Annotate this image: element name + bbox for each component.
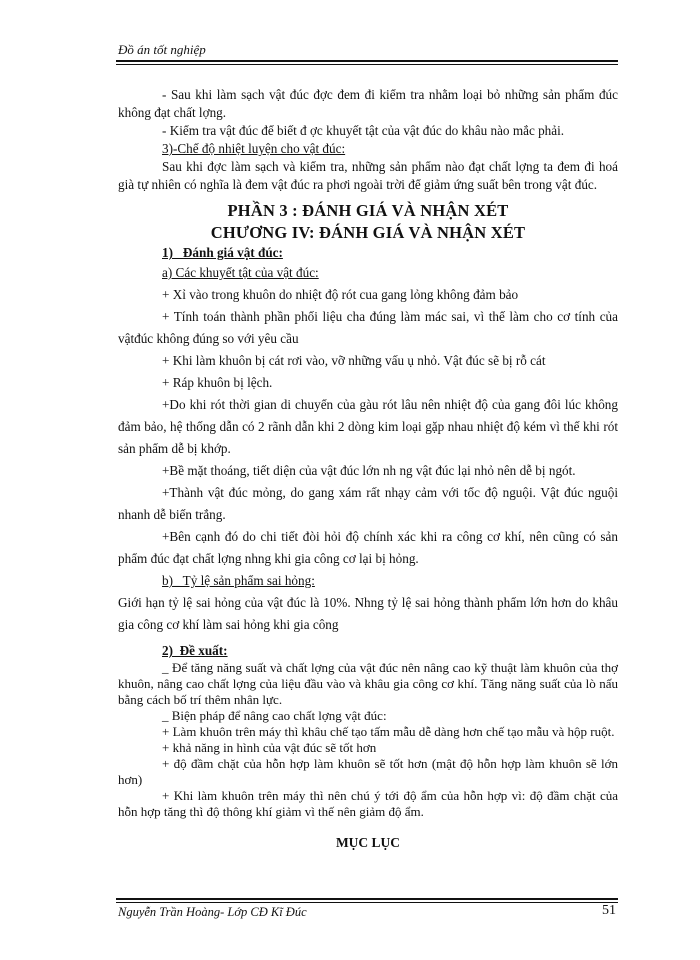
list-item: +Bề mặt thoáng, tiết diện của vật đúc lớn nh ng vật đúc lại nhỏ nên dễ bị ngót.	[162, 463, 576, 478]
paragraph: - Sau khi làm sạch vật đúc đợc đem đi kiểm tra nhằm loại bỏ những sản phẩm đúc không đạt chất lợng.	[118, 87, 618, 120]
list-item: + Tính toán thành phần phối liệu cha đúng làm mác sai, vì thế làm cho cơ tính của vậtđúc không đúng so với yêu cầu	[118, 309, 618, 346]
page-number: 51	[602, 903, 616, 918]
subsection-title-text: b)_ Tỷ lệ sản phẩm sai hỏng:	[162, 573, 315, 588]
document-body	[118, 86, 618, 852]
paragraph: _ Để tăng năng suất và chất lợng của vật đúc nên nâng cao kỹ thuật làm khuôn của thợ khuôn, nâng cao chất lợng của liệu đầu vào và khâu gia công cơ khí. Tăng năng suất của lò nấu bằng cách bố trí thêm nhân lực.	[118, 660, 618, 707]
header-rule-thin	[116, 64, 618, 65]
footer-rule-thin	[116, 902, 618, 903]
list-item: + Xỉ vào trong khuôn do nhiệt độ rót cua gang lỏng không đảm bảo	[162, 287, 519, 302]
list-item: +Thành vật đúc mỏng, do gang xám rất nhạy cảm với tốc độ nguội. Vật đúc nguội nhanh dễ biến trắng.	[118, 485, 618, 522]
list-item: +Bên cạnh đó do chi tiết đòi hỏi độ chính xác khi ra công cơ khí, nên cũng có sản phẩm đúc đạt chất lợng nhng khi gia công cơ lại bị hỏng.	[118, 529, 618, 566]
footer-rule	[116, 898, 618, 900]
subsection-title	[118, 140, 618, 158]
subsection-title	[118, 262, 618, 284]
proposal-section	[118, 660, 618, 820]
subsection-title-text: a) Các khuyết tật của vật đúc:	[162, 265, 319, 280]
section-title: 1)_ Đánh giá vật đúc:	[162, 245, 283, 260]
section-title: 2)_Đề xuất:	[162, 643, 228, 658]
header-rule	[116, 60, 618, 62]
list-item: + Khi làm khuôn trên máy thì nên chú ý tới độ ẩm của hỗn hợp vì: độ đầm chặt của hỗn hợp tăng thì độ thông khí giảm vì thế nên giảm độ ẩm.	[118, 788, 618, 819]
subsection-title-text: 3)-Chế độ nhiệt luyện cho vật đúc:	[162, 141, 346, 156]
part-heading: PHẦN 3 : ĐÁNH GIÁ VÀ NHẬN XÉT	[227, 201, 509, 220]
paragraph: - Kiểm tra vật đúc để biết đ ợc khuyết tật của vật đúc do khâu nào mắc phải.	[162, 123, 565, 138]
footer-author: Nguyễn Trần Hoàng- Lớp CĐ Kĩ Đúc	[118, 905, 307, 919]
defects-section	[118, 262, 618, 636]
header-title: Đồ án tốt nghiệp	[118, 42, 206, 57]
list-item: + khả năng in hình của vật đúc sẽ tốt hơn	[162, 740, 377, 755]
paragraph: Giới hạn tỷ lệ sai hỏng của vật đúc là 10%. Nhng tỷ lệ sai hỏng thành phẩm lớn hơn do khâu gia công cơ khí làm sai hỏng khi gia công	[118, 595, 618, 632]
paragraph: Sau khi đợc làm sạch và kiểm tra, những sản phẩm nào đạt chất lợng ta đem đi hoá già tự nhiên có nghĩa là đem vật đúc ra phơi ngoài trời để giảm ứng suất bên trong vật đúc.	[118, 159, 618, 192]
chapter-heading: CHƯƠNG IV: ĐÁNH GIÁ VÀ NHẬN XÉT	[210, 223, 526, 242]
table-of-contents-title: MỤC LỤC	[335, 835, 401, 850]
subsection-title	[118, 570, 618, 592]
list-item: + độ đầm chặt của hỗn hợp làm khuôn sẽ tốt hơn (mật độ hỗn hợp làm khuôn sẽ lớn hơn)	[118, 756, 618, 787]
list-item: + Khi làm khuôn bị cát rơi vào, vỡ những vấu ụ nhỏ. Vật đúc sẽ bị rỗ cát	[162, 353, 546, 368]
list-item: + Ráp khuôn bị lệch.	[162, 375, 273, 390]
paragraph: _ Biện pháp để nâng cao chất lợng vật đúc:	[162, 708, 387, 723]
list-item: +Do khi rót thời gian di chuyển của gàu rót lâu nên nhiệt độ của gang đôi lúc không đảm bảo, hệ thống dẫn có 2 rãnh dẫn khi 2 dòng kim loại gặp nhau nhiệt độ kém vì thế khi rót sản phẩm dễ bị khớp.	[118, 397, 618, 456]
list-item: + Làm khuôn trên máy thì khâu chế tạo tấm mẫu dễ dàng hơn chế tạo mẫu và hộp ruột.	[162, 724, 615, 739]
